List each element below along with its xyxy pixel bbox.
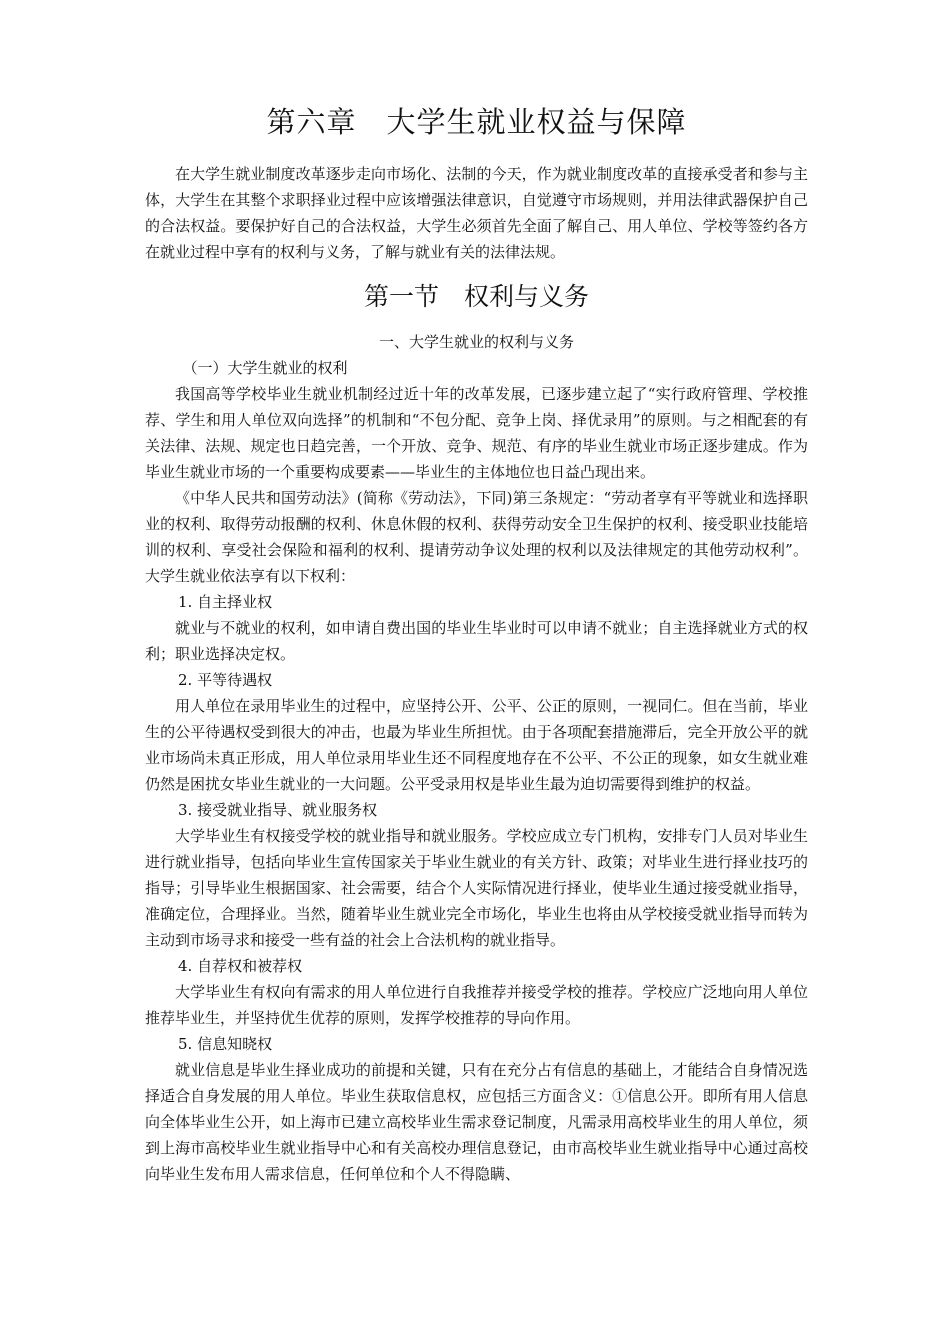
right-heading: 3. 接受就业指导、就业服务权 <box>178 801 378 819</box>
right-item <box>145 589 808 667</box>
right-heading: 4. 自荐权和被荐权 <box>178 957 303 975</box>
right-body: 大学毕业生有权向有需求的用人单位进行自我推荐并接受学校的推荐。学校应广泛地向用人单位推荐毕业生，并坚持优生优荐的原则，发挥学校推荐的导向作用。 <box>145 983 808 1027</box>
document-page <box>145 100 808 1187</box>
section-title: 第一节 权利与义务 <box>363 282 589 311</box>
right-body: 用人单位在录用毕业生的过程中，应坚持公开、公平、公正的原则，一视同仁。但在当前，毕业生的公平待遇权受到很大的冲击，也最为毕业生所担忧。由于各项配套措施滞后，完全开放公平的就业市场尚未真正形成，用人单位录用毕业生还不同程度地存在不公平、不公正的现象，如女生就业难仍然是困扰女毕业生就业的一大问题。公平受录用权是毕业生最为迫切需要得到维护的权益。 <box>145 697 808 793</box>
chapter-title: 第六章 大学生就业权益与保障 <box>266 105 687 139</box>
right-heading: 2. 平等待遇权 <box>178 671 273 689</box>
right-body: 就业与不就业的权利，如申请自费出国的毕业生毕业时可以申请不就业；自主选择就业方式的权利；职业选择决定权。 <box>145 619 808 663</box>
right-body: 大学毕业生有权接受学校的就业指导和就业服务。学校应成立专门机构，安排专门人员对毕业生进行就业指导，包括向毕业生宣传国家关于毕业生就业的有关方针、政策；对毕业生进行择业技巧的指导；引导毕业生根据国家、社会需要，结合个人实际情况进行择业，使毕业生通过接受就业指导，准确定位，合理择业。当然，随着毕业生就业完全市场化，毕业生也将由从学校接受就业指导而转为主动到市场寻求和接受一些有益的社会上合法机构的就业指导。 <box>145 827 808 949</box>
right-heading: 1. 自主择业权 <box>178 593 273 611</box>
intro-paragraph: 在大学生就业制度改革逐步走向市场化、法制的今天，作为就业制度改革的直接承受者和参与主体，大学生在其整个求职择业过程中应该增强法律意识，自觉遵守市场规则，并用法律武器保护自己的合法权益。要保护好自己的合法权益，大学生必须首先全面了解自己、用人单位、学校等签约各方在就业过程中享有的权利与义务，了解与就业有关的法律法规。 <box>145 165 808 261</box>
right-item <box>145 667 808 797</box>
paragraph-mechanism: 我国高等学校毕业生就业机制经过近十年的改革发展，已逐步建立起了“实行政府管理、学校推荐、学生和用人单位双向选择”的机制和“不包分配、竞争上岗、择优录用”的原则。与之相配套的有关法律、法规、规定也日趋完善，一个开放、竞争、规范、有序的毕业生就业市场正逐步建成。作为毕业生就业市场的一个重要构成要素——毕业生的主体地位也日益凸现出来。 <box>145 385 808 481</box>
right-heading: 5. 信息知晓权 <box>178 1035 273 1053</box>
right-item <box>145 953 808 1031</box>
part-title: （一）大学生就业的权利 <box>182 359 348 377</box>
subsection-title: 一、大学生就业的权利与义务 <box>378 333 574 351</box>
paragraph-labor-law: 《中华人民共和国劳动法》(简称《劳动法》，下同)第三条规定：“劳动者享有平等就业和选择职业的权利、取得劳动报酬的权利、休息休假的权利、获得劳动安全卫生保护的权利、接受职业技能培训的权利、享受社会保险和福利的权利、提请劳动争议处理的权利以及法律规定的其他劳动权利”。大学生就业依法享有以下权利： <box>145 489 808 585</box>
right-item <box>145 1031 808 1187</box>
right-item <box>145 797 808 953</box>
right-body: 就业信息是毕业生择业成功的前提和关键，只有在充分占有信息的基础上，才能结合自身情况选择适合自身发展的用人单位。毕业生获取信息权，应包括三方面含义：①信息公开。即所有用人信息向全体毕业生公开，如上海市已建立高校毕业生需求登记制度，凡需录用高校毕业生的用人单位，须到上海市高校毕业生就业指导中心和有关高校办理信息登记，由市高校毕业生就业指导中心通过高校向毕业生发布用人需求信息，任何单位和个人不得隐瞒、 <box>145 1061 808 1183</box>
